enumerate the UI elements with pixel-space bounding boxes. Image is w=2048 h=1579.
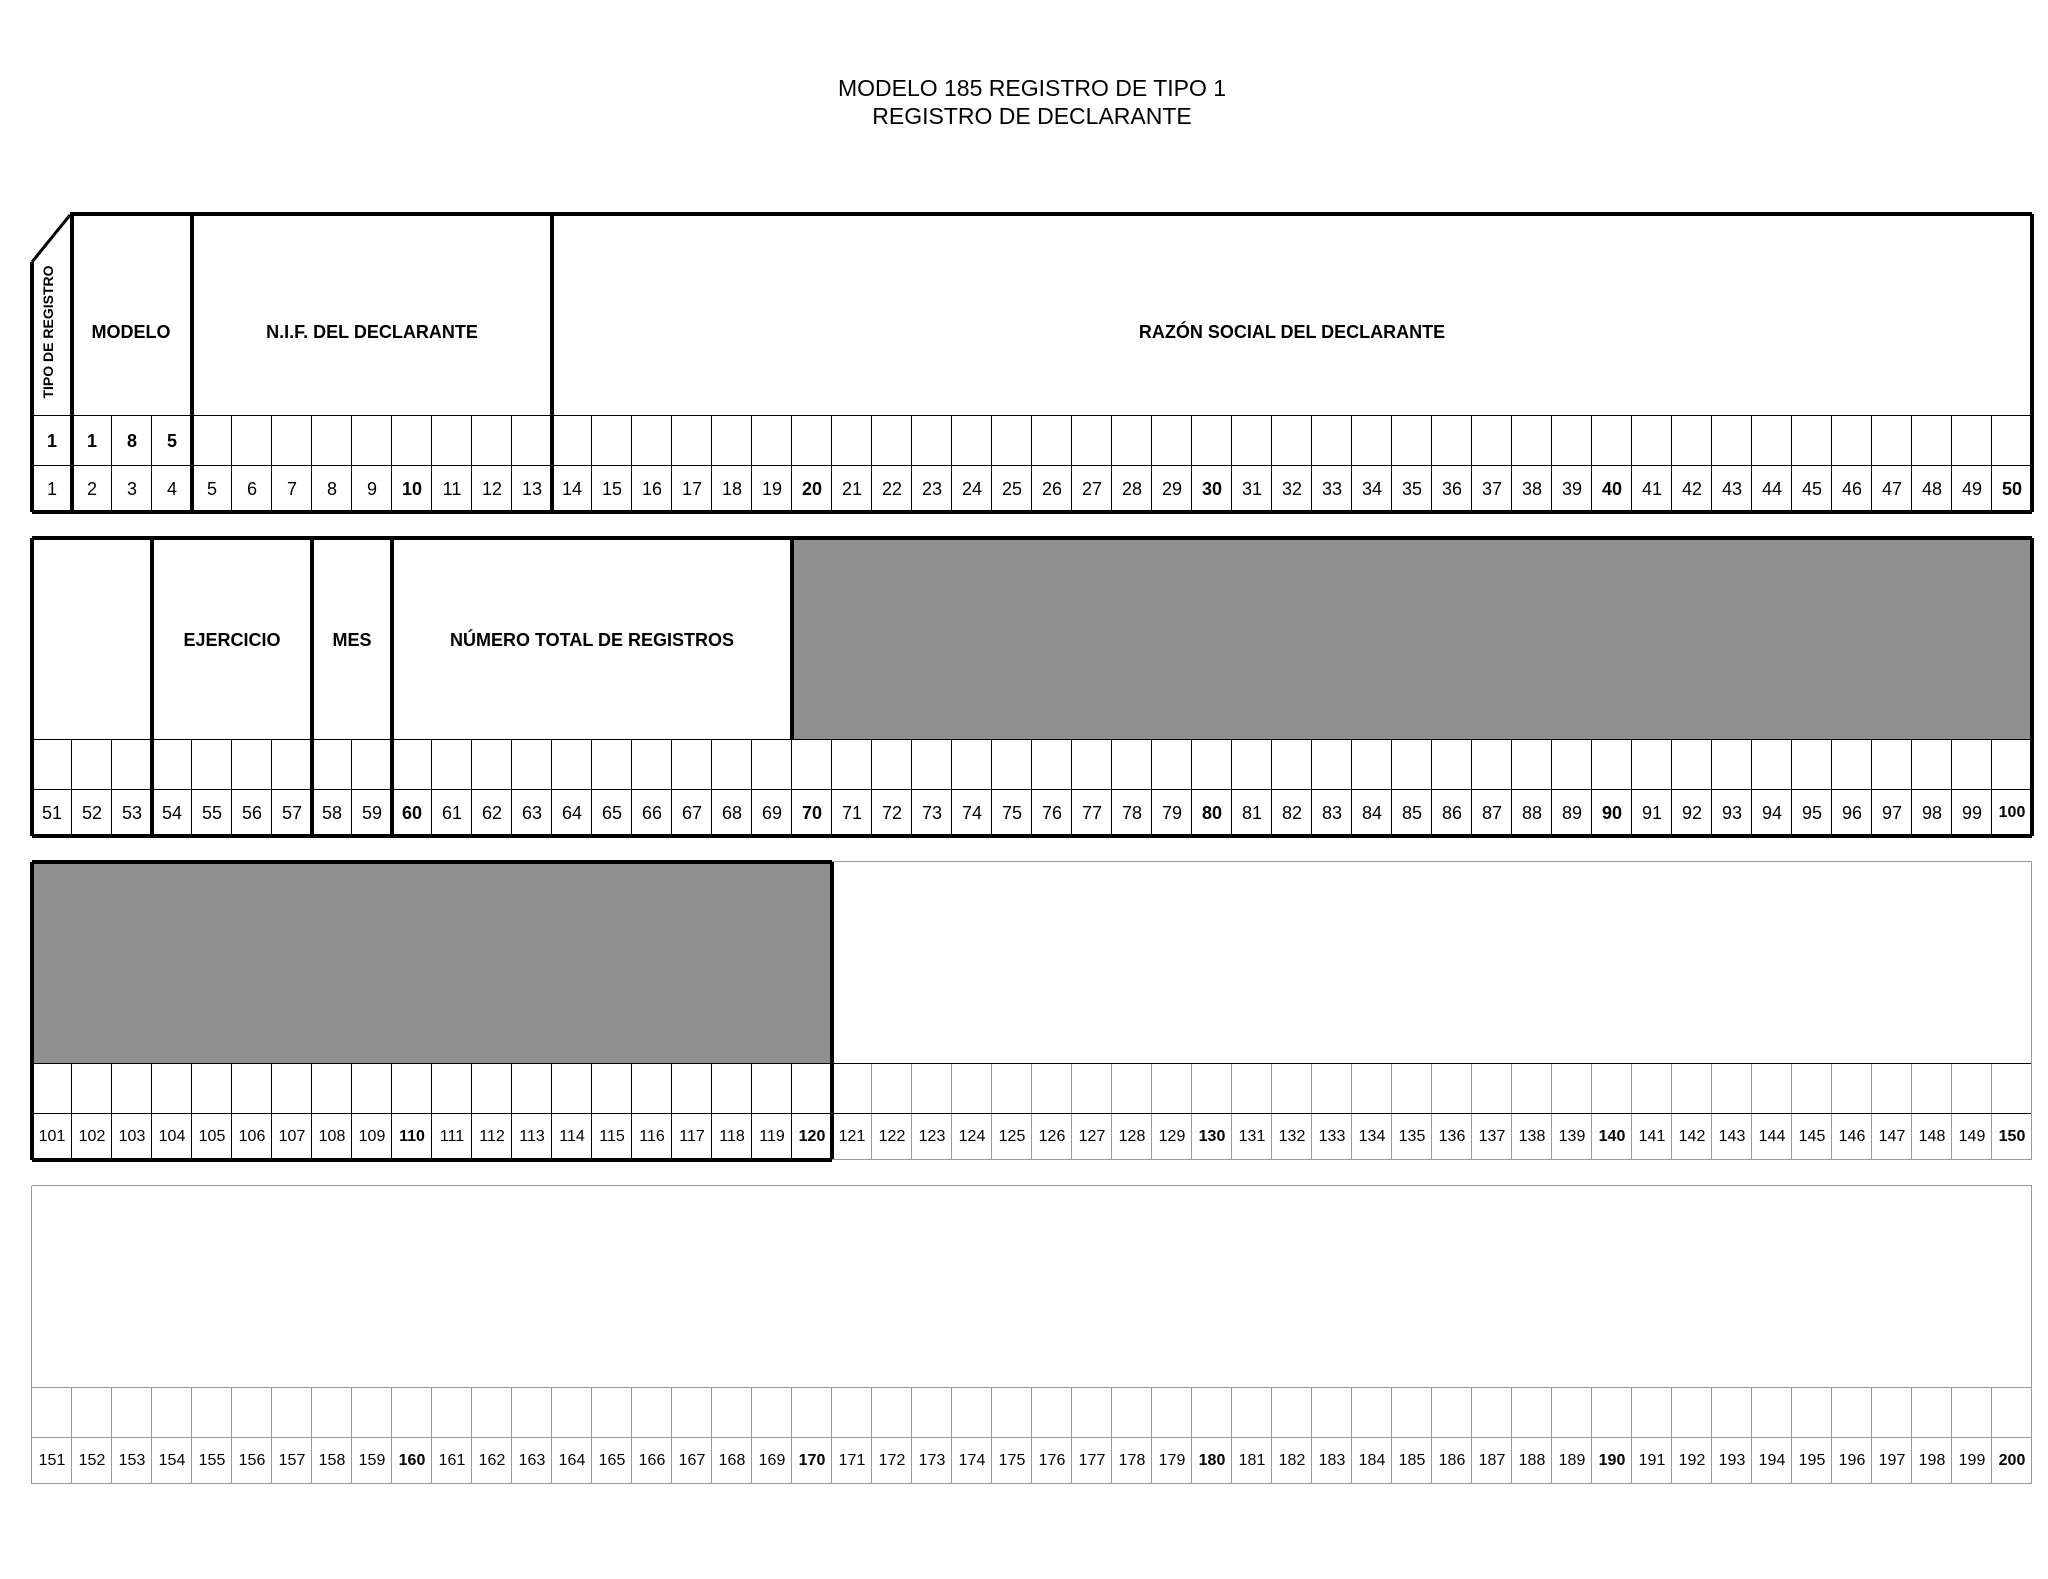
- position-number: 61: [441, 802, 463, 823]
- grid-line: [830, 862, 834, 1160]
- position-number: 75: [1001, 802, 1023, 823]
- position-number: 103: [118, 1128, 146, 1145]
- position-number: 40: [1601, 478, 1623, 499]
- position-number: 65: [601, 802, 623, 823]
- tipo-value: 1: [46, 430, 57, 451]
- position-number: 84: [1361, 802, 1383, 823]
- position-number: 71: [841, 802, 863, 823]
- position-number: 194: [1758, 1452, 1786, 1469]
- position-number: 66: [641, 802, 663, 823]
- position-number: 91: [1641, 802, 1663, 823]
- position-number: 128: [1118, 1128, 1146, 1145]
- position-number: 33: [1321, 478, 1343, 499]
- position-number: 30: [1201, 478, 1223, 499]
- position-number: 46: [1841, 478, 1863, 499]
- grid-line: [832, 861, 2032, 862]
- position-number: 45: [1801, 478, 1823, 499]
- position-number: 92: [1681, 802, 1703, 823]
- position-number: 1: [46, 478, 57, 499]
- position-number: 182: [1278, 1452, 1306, 1469]
- position-number: 95: [1801, 802, 1823, 823]
- position-number: 154: [158, 1452, 186, 1469]
- position-number: 94: [1761, 802, 1783, 823]
- grid-line: [31, 1186, 32, 1484]
- title-line-1: MODELO 185 REGISTRO DE TIPO 1: [837, 75, 1227, 101]
- position-number: 168: [718, 1452, 746, 1469]
- position-number: 171: [838, 1452, 866, 1469]
- position-number: 104: [158, 1128, 186, 1145]
- grid-line: [70, 212, 2032, 216]
- position-number: 43: [1721, 478, 1743, 499]
- position-number: 70: [801, 802, 823, 823]
- position-number: 150: [1998, 1128, 2026, 1145]
- position-number: 2: [86, 478, 97, 499]
- position-number: 116: [639, 1128, 665, 1145]
- position-number: 161: [438, 1452, 466, 1469]
- position-number: 141: [1638, 1128, 1666, 1145]
- position-number: 86: [1441, 802, 1463, 823]
- position-number: 90: [1601, 802, 1623, 823]
- position-number: 124: [958, 1128, 986, 1145]
- position-number: 113: [519, 1128, 545, 1145]
- position-number: 47: [1881, 478, 1903, 499]
- position-number: 180: [1198, 1452, 1226, 1469]
- position-number: 15: [601, 478, 623, 499]
- position-number: 192: [1678, 1452, 1706, 1469]
- position-number: 35: [1401, 478, 1423, 499]
- position-number: 78: [1121, 802, 1143, 823]
- position-number: 195: [1798, 1452, 1826, 1469]
- position-number: 125: [998, 1128, 1026, 1145]
- position-number: 111: [439, 1128, 465, 1145]
- position-number: 118: [719, 1128, 745, 1145]
- grid-line: [30, 862, 34, 1160]
- position-number: 179: [1158, 1452, 1186, 1469]
- position-number: 164: [558, 1452, 586, 1469]
- position-number: 146: [1838, 1128, 1866, 1145]
- grid-line: [32, 415, 2032, 416]
- position-number: 185: [1398, 1452, 1426, 1469]
- position-number: 68: [721, 802, 743, 823]
- position-number: 96: [1841, 802, 1863, 823]
- grid-line: [70, 214, 74, 512]
- position-number: 133: [1318, 1128, 1346, 1145]
- position-number: 139: [1558, 1128, 1586, 1145]
- position-number: 123: [918, 1128, 946, 1145]
- position-number: 81: [1241, 802, 1263, 823]
- position-number: 79: [1161, 802, 1183, 823]
- position-number: 188: [1518, 1452, 1546, 1469]
- position-number: 76: [1041, 802, 1063, 823]
- position-number: 200: [1998, 1452, 2026, 1469]
- position-number: 50: [2001, 478, 2023, 499]
- position-number: 59: [361, 802, 383, 823]
- grid-line: [790, 538, 794, 740]
- position-number: 151: [38, 1452, 66, 1469]
- position-number: 147: [1878, 1128, 1906, 1145]
- position-number: 10: [401, 478, 423, 499]
- position-number: 156: [238, 1452, 266, 1469]
- ejercicio-label: EJERCICIO: [183, 629, 281, 650]
- position-number: 132: [1278, 1128, 1306, 1145]
- position-number: 166: [638, 1452, 666, 1469]
- grid-line: [32, 1063, 2032, 1064]
- position-number: 23: [921, 478, 943, 499]
- position-number: 114: [559, 1128, 585, 1145]
- position-number: 176: [1038, 1452, 1066, 1469]
- grid-line: [390, 538, 394, 836]
- position-number: 9: [366, 478, 377, 499]
- position-number: 173: [918, 1452, 946, 1469]
- tipo-de-registro-label: [30, 248, 66, 416]
- position-number: 178: [1118, 1452, 1146, 1469]
- position-number: 121: [838, 1128, 866, 1145]
- position-number: 51: [41, 802, 63, 823]
- position-number: 49: [1961, 478, 1983, 499]
- position-number: 153: [118, 1452, 146, 1469]
- position-number: 73: [921, 802, 943, 823]
- position-number: 184: [1358, 1452, 1386, 1469]
- position-number: 134: [1358, 1128, 1386, 1145]
- grid-line: [2031, 862, 2032, 1160]
- grid-line: [2031, 1186, 2032, 1484]
- position-number: 21: [841, 478, 863, 499]
- position-number: 88: [1521, 802, 1543, 823]
- position-number: 8: [326, 478, 337, 499]
- shaded-area-2: [792, 540, 2032, 740]
- position-number: 13: [521, 478, 543, 499]
- position-number: 99: [1961, 802, 1983, 823]
- position-number: 54: [161, 802, 183, 823]
- position-number: 42: [1681, 478, 1703, 499]
- position-number: 14: [561, 478, 583, 499]
- position-number: 83: [1321, 802, 1343, 823]
- position-number: 167: [678, 1452, 706, 1469]
- position-number: 165: [598, 1452, 626, 1469]
- position-number: 31: [1241, 478, 1263, 499]
- position-number: 64: [561, 802, 583, 823]
- grid-line: [30, 262, 34, 512]
- position-number: 136: [1438, 1128, 1466, 1145]
- position-number: 191: [1638, 1452, 1666, 1469]
- position-number: 131: [1238, 1128, 1266, 1145]
- title-line-2: REGISTRO DE DECLARANTE: [872, 103, 1192, 129]
- position-number: 7: [286, 478, 297, 499]
- position-number: 67: [681, 802, 703, 823]
- position-number: 72: [881, 802, 903, 823]
- position-number: 137: [1478, 1128, 1506, 1145]
- position-number: 159: [358, 1452, 386, 1469]
- position-number: 106: [238, 1128, 266, 1145]
- position-number: 143: [1718, 1128, 1746, 1145]
- position-number: 48: [1921, 478, 1943, 499]
- position-number: 22: [881, 478, 903, 499]
- position-number: 52: [81, 802, 103, 823]
- position-number: 41: [1641, 478, 1663, 499]
- position-number: 189: [1558, 1452, 1586, 1469]
- nif-label: N.I.F. DEL DECLARANTE: [266, 321, 478, 342]
- position-number: 36: [1441, 478, 1463, 499]
- grid-line: [190, 214, 194, 512]
- position-number: 27: [1081, 478, 1103, 499]
- position-number: 29: [1161, 478, 1183, 499]
- position-number: 152: [78, 1452, 106, 1469]
- position-number: 32: [1281, 478, 1303, 499]
- position-number: 181: [1238, 1452, 1266, 1469]
- position-number: 18: [721, 478, 743, 499]
- position-number: 183: [1318, 1452, 1346, 1469]
- position-number: 108: [318, 1128, 346, 1145]
- position-number: 53: [121, 802, 143, 823]
- position-number: 34: [1361, 478, 1383, 499]
- position-number: 158: [318, 1452, 346, 1469]
- grid-line: [32, 510, 2032, 514]
- modelo-digit-2: 8: [126, 430, 137, 451]
- position-number: 169: [758, 1452, 786, 1469]
- position-number: 98: [1921, 802, 1943, 823]
- position-number: 6: [246, 478, 257, 499]
- position-number: 196: [1838, 1452, 1866, 1469]
- position-number: 20: [801, 478, 823, 499]
- position-number: 129: [1158, 1128, 1186, 1145]
- position-number: 97: [1881, 802, 1903, 823]
- position-number: 186: [1438, 1452, 1466, 1469]
- position-number: 193: [1718, 1452, 1746, 1469]
- position-number: 149: [1958, 1128, 1986, 1145]
- grid-line: [32, 536, 2032, 540]
- position-number: 190: [1598, 1452, 1626, 1469]
- grid-line: [32, 1158, 832, 1162]
- position-number: 142: [1678, 1128, 1706, 1145]
- position-number: 60: [401, 802, 423, 823]
- position-number: 175: [998, 1452, 1026, 1469]
- mes-label: MES: [332, 629, 372, 650]
- grid-line: [2030, 538, 2034, 836]
- position-number: 19: [761, 478, 783, 499]
- grid-line: [32, 1387, 2032, 1388]
- tipo-de-registro-text: TIPO DE REGISTRO: [40, 265, 56, 399]
- position-number: 82: [1281, 802, 1303, 823]
- position-number: 109: [358, 1128, 386, 1145]
- position-number: 107: [278, 1128, 306, 1145]
- position-number: 197: [1878, 1452, 1906, 1469]
- position-number: 24: [961, 478, 983, 499]
- shaded-area-3: [32, 864, 832, 1064]
- position-number: 198: [1918, 1452, 1946, 1469]
- position-number: 80: [1201, 802, 1223, 823]
- position-number: 162: [478, 1452, 506, 1469]
- position-number: 87: [1481, 802, 1503, 823]
- grid-line: [30, 538, 34, 836]
- razon-social-label: RAZÓN SOCIAL DEL DECLARANTE: [1138, 321, 1446, 342]
- position-number: 122: [878, 1128, 906, 1145]
- position-number: 126: [1038, 1128, 1066, 1145]
- position-number: 172: [878, 1452, 906, 1469]
- position-number: 85: [1401, 802, 1423, 823]
- position-number: 145: [1798, 1128, 1826, 1145]
- grid-line: [550, 214, 554, 512]
- position-number: 12: [481, 478, 503, 499]
- position-number: 120: [798, 1128, 826, 1145]
- position-number: 5: [206, 478, 217, 499]
- position-number: 110: [399, 1128, 425, 1145]
- position-number: 187: [1478, 1452, 1506, 1469]
- position-number: 69: [761, 802, 783, 823]
- position-number: 63: [521, 802, 543, 823]
- position-number: 170: [798, 1452, 826, 1469]
- position-number: 140: [1598, 1128, 1626, 1145]
- position-number: 100: [1998, 804, 2026, 821]
- position-number: 58: [321, 802, 343, 823]
- position-number: 135: [1398, 1128, 1426, 1145]
- position-number: 55: [201, 802, 223, 823]
- grid-line: [32, 739, 2032, 740]
- modelo-digit-3: 5: [166, 430, 177, 451]
- position-number: 138: [1518, 1128, 1546, 1145]
- position-number: 74: [961, 802, 983, 823]
- position-number: 62: [481, 802, 503, 823]
- grid-line: [32, 1185, 2032, 1186]
- position-number: 160: [398, 1452, 426, 1469]
- position-number: 25: [1001, 478, 1023, 499]
- grid-line: [32, 860, 832, 864]
- numero-total-label: NÚMERO TOTAL DE REGISTROS: [449, 629, 735, 650]
- grid-line: [150, 538, 154, 836]
- position-number: 3: [126, 478, 137, 499]
- position-number: 199: [1958, 1452, 1986, 1469]
- position-number: 163: [518, 1452, 546, 1469]
- position-number: 38: [1521, 478, 1543, 499]
- position-number: 16: [641, 478, 663, 499]
- position-number: 11: [442, 478, 462, 499]
- position-number: 77: [1081, 802, 1103, 823]
- position-number: 148: [1918, 1128, 1946, 1145]
- position-number: 117: [679, 1128, 705, 1145]
- position-number: 144: [1758, 1128, 1786, 1145]
- position-number: 102: [78, 1128, 106, 1145]
- position-number: 101: [38, 1128, 66, 1145]
- modelo-label: MODELO: [91, 321, 171, 342]
- position-number: 28: [1121, 478, 1143, 499]
- position-number: 177: [1078, 1452, 1106, 1469]
- position-number: 39: [1561, 478, 1583, 499]
- position-number: 57: [281, 802, 303, 823]
- position-number: 37: [1481, 478, 1503, 499]
- grid-line: [832, 1159, 2032, 1160]
- position-number: 26: [1041, 478, 1063, 499]
- position-number: 56: [241, 802, 263, 823]
- position-number: 130: [1198, 1128, 1226, 1145]
- grid-line: [32, 834, 2032, 838]
- position-number: 93: [1721, 802, 1743, 823]
- position-number: 105: [198, 1128, 226, 1145]
- position-number: 89: [1561, 802, 1583, 823]
- modelo-digit-1: 1: [86, 430, 97, 451]
- position-number: 155: [198, 1452, 226, 1469]
- position-number: 119: [759, 1128, 785, 1145]
- position-number: 115: [599, 1128, 625, 1145]
- grid-line: [2030, 214, 2034, 512]
- grid-line: [310, 538, 314, 836]
- position-number: 44: [1761, 478, 1783, 499]
- position-number: 157: [278, 1452, 306, 1469]
- position-number: 174: [958, 1452, 986, 1469]
- position-number: 4: [166, 478, 177, 499]
- grid-line: [32, 1483, 2032, 1484]
- position-number: 127: [1078, 1128, 1106, 1145]
- position-number: 112: [479, 1128, 505, 1145]
- position-number: 17: [681, 478, 703, 499]
